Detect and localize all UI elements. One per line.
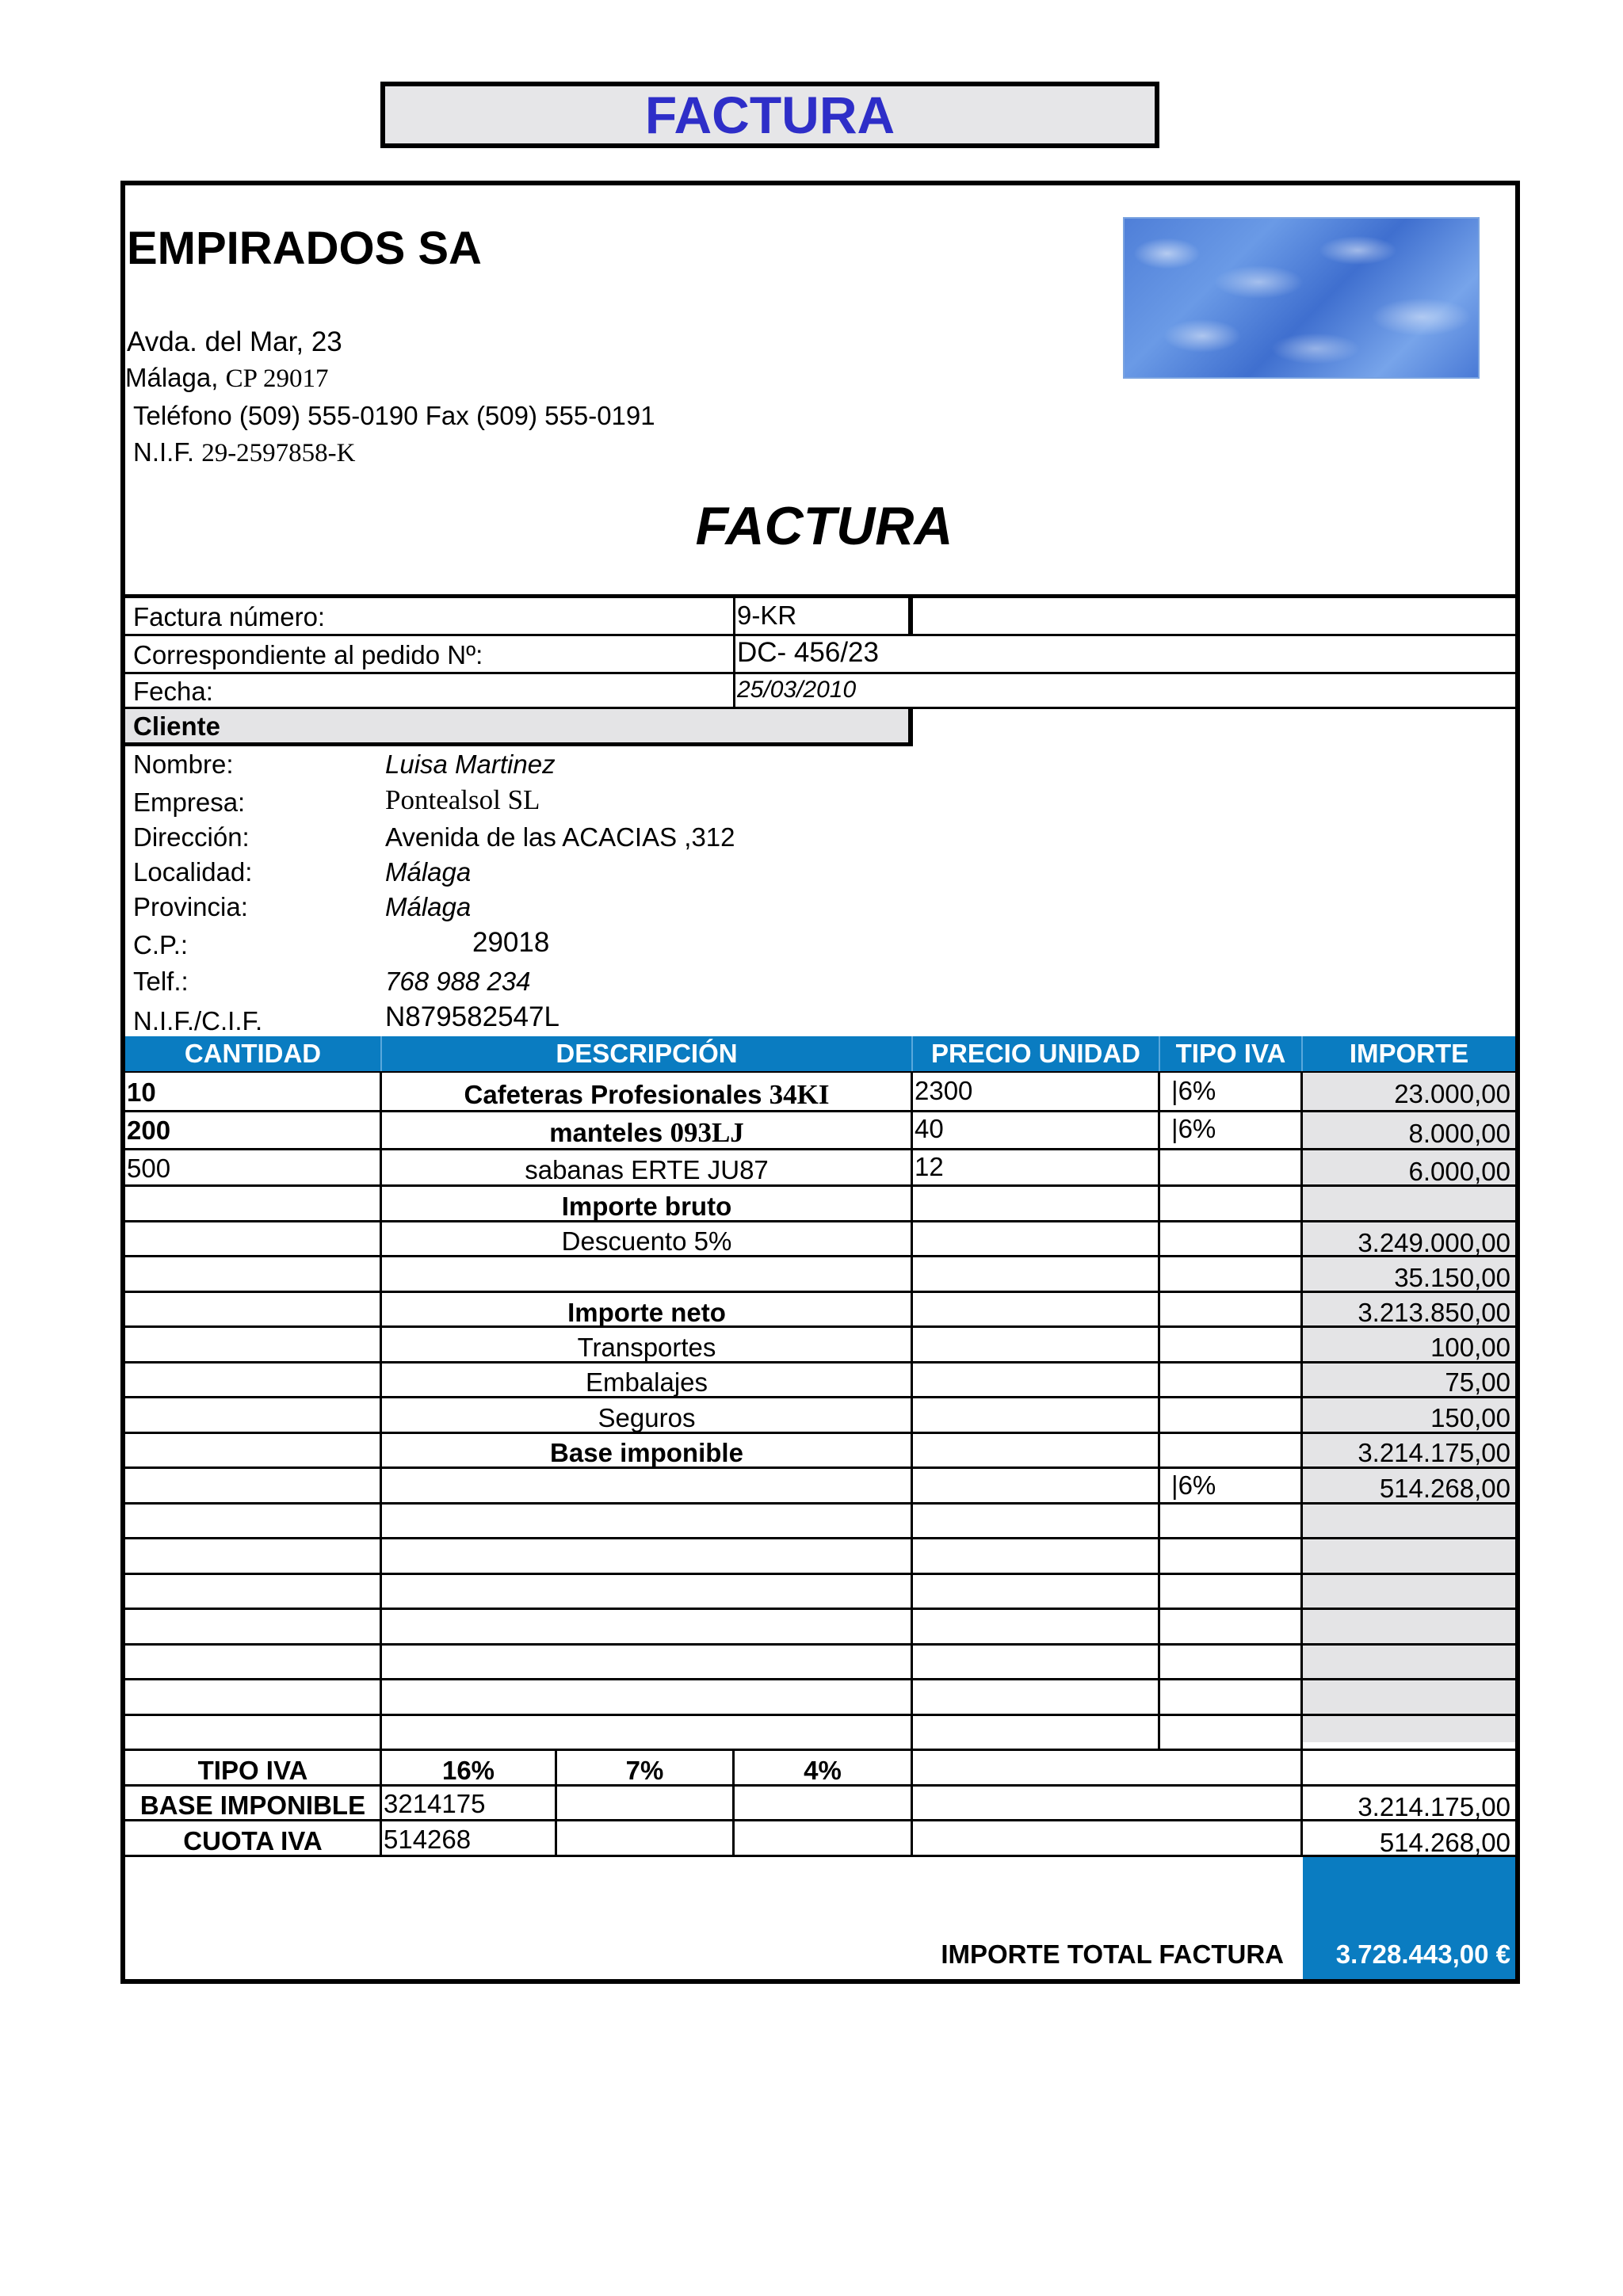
header-quantity: CANTIDAD — [184, 1039, 322, 1068]
header-unit-price: PRECIO UNIDAD — [930, 1039, 1141, 1068]
client-phone: 768 988 234 — [385, 967, 531, 996]
item-1-desc-code: 34KI — [769, 1079, 830, 1110]
insurance-value: 150,00 — [1430, 1403, 1510, 1432]
tax-type-label: TIPO IVA — [197, 1756, 308, 1785]
item-3-amount: 6.000,00 — [1408, 1157, 1510, 1186]
header-vat-type: TIPO IVA — [1175, 1039, 1286, 1068]
item-2-desc-code: 093LJ — [670, 1117, 744, 1148]
tax-rate-16: 16% — [441, 1756, 495, 1785]
company-cp: CP 29017 — [225, 364, 329, 393]
item-3-desc: sabanas ERTE JU87 — [525, 1155, 769, 1184]
item-1-amount: 23.000,00 — [1394, 1079, 1510, 1108]
net-amount-value: 3.213.850,00 — [1358, 1298, 1510, 1327]
client-cp: 29018 — [472, 927, 550, 958]
client-address: Avenida de las ACACIAS ,312 — [385, 822, 735, 852]
date-label: Fecha: — [133, 677, 213, 706]
water-texture-logo — [1123, 217, 1480, 379]
client-address-label: Dirección: — [133, 822, 250, 852]
header-amount: IMPORTE — [1349, 1039, 1469, 1068]
company-address: Avda. del Mar, 23 — [127, 326, 342, 357]
client-section-label: Cliente — [133, 711, 221, 741]
packaging-value: 75,00 — [1445, 1367, 1510, 1397]
packaging-label: Embalajes — [585, 1367, 708, 1397]
client-name: Luisa Martinez — [385, 749, 556, 779]
item-3-qty: 500 — [127, 1154, 171, 1183]
net-amount-label: Importe neto — [567, 1298, 726, 1327]
client-cp-label: C.P.: — [133, 930, 189, 959]
client-name-label: Nombre: — [133, 749, 234, 779]
client-company-label: Empresa: — [133, 788, 246, 817]
client-province-label: Provincia: — [133, 892, 248, 921]
order-label: Correspondiente al pedido Nº: — [133, 640, 483, 669]
company-phone: Teléfono (509) 555-0190 Fax (509) 555-0191 — [133, 401, 655, 430]
vat-quota-value: 514268 — [384, 1825, 472, 1854]
client-province: Málaga — [385, 892, 472, 921]
client-company: Pontealsol SL — [385, 784, 540, 815]
client-nif: N879582547L — [385, 1001, 559, 1032]
company-city-name: Málaga, — [125, 363, 226, 392]
order-number: DC- 456/23 — [737, 637, 879, 668]
client-city-label: Localidad: — [133, 857, 253, 887]
item-2-desc — [382, 1117, 911, 1149]
tax-base-value: 3214175 — [384, 1789, 486, 1818]
item-2-qty: 200 — [127, 1116, 171, 1145]
company-nif — [133, 437, 356, 468]
client-phone-label: Telf.: — [133, 967, 189, 996]
item-2-amount: 8.000,00 — [1408, 1119, 1510, 1148]
tax-base-label: BASE IMPONIBLE — [139, 1791, 366, 1820]
total-value: 3.728.443,00 € — [1335, 1939, 1510, 1969]
company-nif-value: 29-2597858-K — [201, 439, 356, 467]
invoice-number-label: Factura número: — [133, 602, 326, 631]
taxable-base-label: Base imponible — [550, 1438, 743, 1467]
item-1-desc — [382, 1079, 911, 1111]
gross-amount-label: Importe bruto — [561, 1192, 732, 1221]
tax-base-total: 3.214.175,00 — [1358, 1792, 1510, 1821]
item-2-desc-text: manteles — [549, 1118, 670, 1147]
tax-rate-7: 7% — [625, 1756, 664, 1785]
header-title: FACTURA — [380, 82, 1159, 148]
invoice-date: 25/03/2010 — [737, 677, 857, 703]
vat-rate: |6% — [1171, 1470, 1216, 1500]
item-2-vat: |6% — [1171, 1114, 1216, 1143]
company-city — [125, 363, 328, 394]
item-1-qty: 10 — [127, 1077, 156, 1107]
item-1-price: 2300 — [915, 1076, 973, 1105]
item-1-vat: |6% — [1171, 1076, 1216, 1105]
company-name: EMPIRADOS SA — [127, 223, 482, 274]
header-description: DESCRIPCIÓN — [556, 1039, 738, 1068]
insurance-label: Seguros — [598, 1403, 696, 1432]
transport-value: 100,00 — [1430, 1333, 1510, 1362]
company-nif-label: N.I.F. — [133, 437, 202, 467]
vat-quota-total: 514.268,00 — [1379, 1828, 1510, 1857]
transport-label: Transportes — [577, 1333, 716, 1362]
item-2-price: 40 — [915, 1114, 944, 1143]
vat-amount-value: 514.268,00 — [1379, 1474, 1510, 1503]
gross-amount-value: 3.249.000,00 — [1358, 1228, 1510, 1257]
item-3-price: 12 — [915, 1152, 944, 1181]
document-title: FACTURA — [695, 496, 953, 556]
discount-label: Descuento 5% — [561, 1226, 732, 1256]
item-1-desc-text: Cafeteras Profesionales — [464, 1080, 769, 1109]
taxable-base-value: 3.214.175,00 — [1358, 1438, 1510, 1467]
tax-rate-4: 4% — [804, 1756, 842, 1785]
client-city: Málaga — [385, 857, 472, 887]
invoice-number: 9-KR — [737, 601, 797, 630]
client-nif-label: N.I.F./C.I.F. — [133, 1006, 263, 1035]
total-label: IMPORTE TOTAL FACTURA — [941, 1939, 1284, 1969]
discount-value: 35.150,00 — [1394, 1263, 1510, 1292]
vat-quota-label: CUOTA IVA — [183, 1826, 323, 1855]
